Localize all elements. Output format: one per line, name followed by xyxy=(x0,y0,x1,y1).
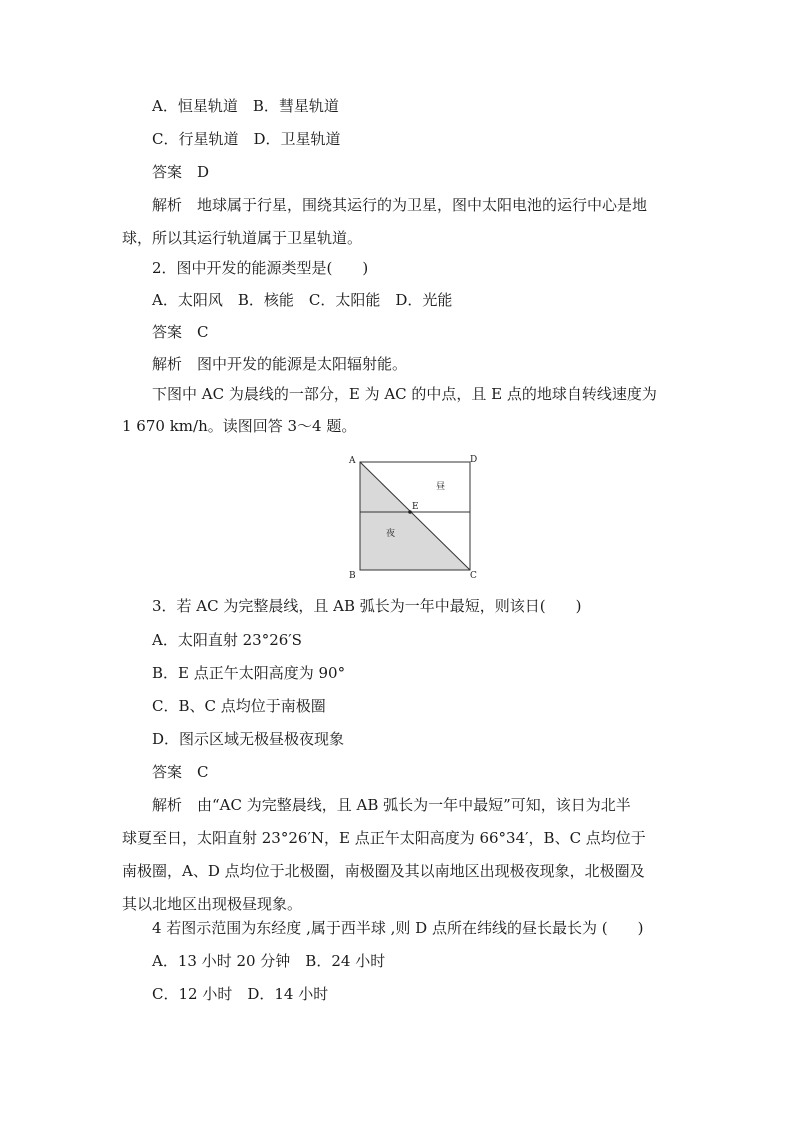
label-c: C xyxy=(470,571,477,580)
q2-stem: 2．图中开发的能源类型是( ) xyxy=(152,259,369,277)
label-day: 昼 xyxy=(436,482,446,492)
label-b: B xyxy=(349,571,356,580)
q3-explanation-line-4: 其以北地区出现极昼现象。 xyxy=(122,895,303,913)
intro-line-2: 1 670 km/h。读图回答 3～4 题。 xyxy=(122,417,357,435)
q4-stem: 4 若图示范围为东经度 ,属于西半球 ,则 D 点所在纬线的昼长最长为 ( ) xyxy=(152,919,644,937)
q4-options-ab: A．13 小时 20 分钟 B．24 小时 xyxy=(152,952,386,970)
q1-answer: 答案 D xyxy=(152,163,210,181)
label-night: 夜 xyxy=(386,529,396,539)
q1-options-ab: A．恒星轨道 B．彗星轨道 xyxy=(152,97,339,115)
q2-options: A．太阳风 B．核能 C．太阳能 D．光能 xyxy=(152,291,453,309)
q3-explanation-line-2: 球夏至日，太阳直射 23°26′N，E 点正午太阳高度为 66°34′，B、C 点均位于 xyxy=(122,829,646,847)
intro-line-1: 下图中 AC 为晨线的一部分，E 为 AC 的中点，且 E 点的地球自转线速度为 xyxy=(152,385,657,403)
terminator-diagram xyxy=(346,452,482,580)
terminator-diagram-svg xyxy=(346,452,482,580)
label-d: D xyxy=(470,455,478,465)
q3-stem: 3．若 AC 为完整晨线，且 AB 弧长为一年中最短，则该日( ) xyxy=(152,597,582,615)
q3-option-c: C．B、C 点均位于南极圈 xyxy=(152,697,326,715)
q3-option-b: B．E 点正午太阳高度为 90° xyxy=(152,664,346,682)
q1-explanation-line-1: 解析 地球属于行星，围绕其运行的为卫星，图中太阳电池的运行中心是地 xyxy=(152,196,648,214)
q2-explanation: 解析 图中开发的能源是太阳辐射能。 xyxy=(152,355,408,373)
q3-option-d: D．图示区域无极昼极夜现象 xyxy=(152,730,345,748)
q4-options-cd: C．12 小时 D．14 小时 xyxy=(152,985,329,1003)
q3-option-a: A．太阳直射 23°26′S xyxy=(152,631,302,649)
label-e: E xyxy=(412,502,419,512)
q3-explanation-line-1: 解析 由“AC 为完整晨线，且 AB 弧长为一年中最短”可知，该日为北半 xyxy=(152,796,631,814)
label-a: A xyxy=(349,456,356,466)
q3-explanation-line-3: 南极圈，A、D 点均位于北极圈，南极圈及其以南地区出现极夜现象，北极圈及 xyxy=(122,862,645,880)
q2-answer: 答案 C xyxy=(152,323,209,341)
q1-options-cd: C．行星轨道 D．卫星轨道 xyxy=(152,130,341,148)
q1-explanation-line-2: 球，所以其运行轨道属于卫星轨道。 xyxy=(122,229,363,247)
q3-answer: 答案 C xyxy=(152,763,209,781)
